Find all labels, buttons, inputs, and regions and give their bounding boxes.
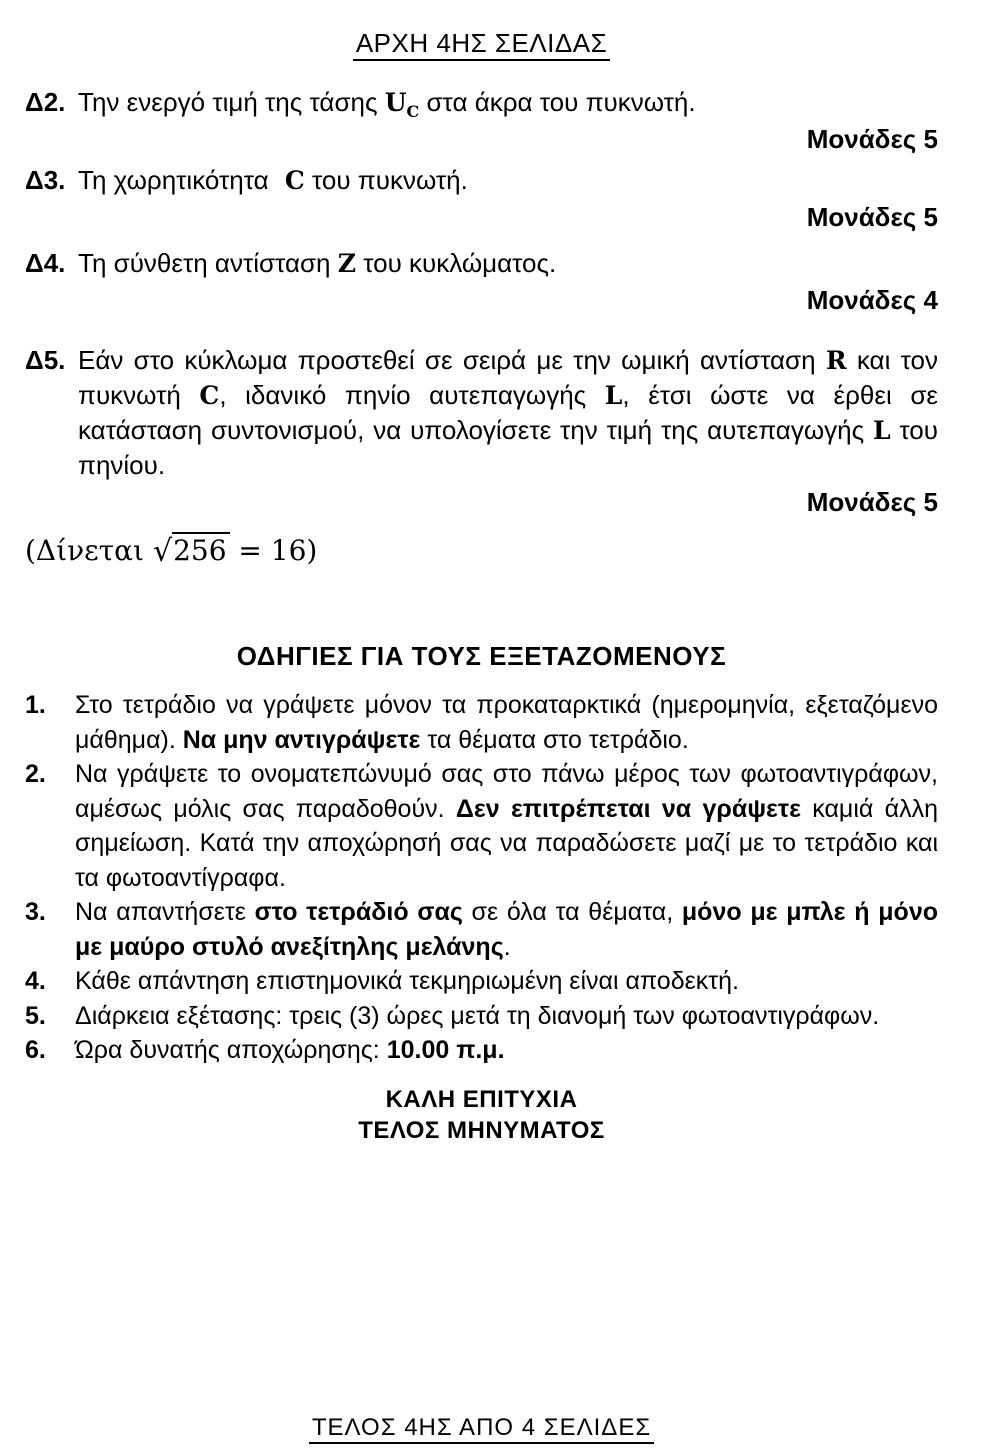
end-of-message-line: ΤΕΛΟΣ ΜΗΝΥΜΑΤΟΣ: [358, 1116, 605, 1144]
item-bold-run: στο τετράδιό σας: [254, 898, 463, 926]
item-text: [75, 688, 938, 757]
item-run: Να γράψετε το ονοματεπώνυμό σας στο πάνω μέρος των φωτοαντιγράφων, αμέσως μόλις σας παραδοθούν.: [75, 760, 938, 823]
question-d5-run: Εάν στο κύκλωμα προστεθεί σε σειρά με την ωμική αντίσταση: [78, 345, 826, 375]
impedance-symbol-z: Z: [337, 249, 356, 278]
capacitance-symbol-c: C: [199, 381, 220, 410]
item-number: 4.: [25, 967, 46, 995]
closing-lines: [25, 1084, 938, 1146]
given-prefix: (Δίνεται: [25, 534, 153, 567]
item-number: 3.: [25, 898, 46, 926]
instruction-item-4: [25, 964, 938, 999]
question-d3-label: Δ3.: [25, 165, 66, 195]
marks-d2: Μονάδες 5: [806, 124, 938, 154]
question-d4: [25, 246, 938, 281]
square-root-icon: √: [152, 534, 173, 569]
symbol-u-subscript: C: [406, 102, 420, 121]
instruction-item-2: [25, 757, 938, 895]
question-d3-post: του πυκνωτή.: [304, 165, 468, 195]
resistance-symbol-r: R: [825, 346, 847, 375]
question-d5-run: και τον πυκνωτή: [78, 345, 938, 410]
question-d2-post: στα άκρα του πυκνωτή.: [419, 87, 696, 117]
item-bold-run: Δεν επιτρέπεται να γράψετε: [455, 794, 801, 823]
instruction-item-6: [25, 1033, 938, 1068]
symbol-u: U: [384, 88, 407, 117]
radicand: 256: [172, 532, 229, 567]
marks-d4: Μονάδες 4: [806, 285, 938, 315]
item-number: 1.: [25, 691, 46, 719]
question-d3-text: [78, 163, 938, 198]
item-run: Στο τετράδιο να γράψετε μόνον τα προκαταρκτικά (ημερομηνία, εξεταζόμενο μάθημα).: [75, 691, 938, 754]
given-formula: [25, 531, 938, 571]
item-run: Να απαντήσετε: [75, 898, 255, 926]
marks-d5: Μονάδες 5: [806, 487, 938, 517]
marks-d3: Μονάδες 5: [806, 202, 938, 232]
item-text: [75, 1033, 938, 1068]
instruction-item-5: [25, 999, 938, 1034]
item-run: τα θέματα στο τετράδιο.: [420, 725, 689, 754]
item-number: 6.: [25, 1036, 46, 1064]
question-d4-text: [78, 246, 938, 281]
question-d5-run: , έτσι ώστε να έρθει σε κατάσταση συντονισμού, να υπολογίσετε την τιμή της αυτεπαγωγής: [78, 380, 938, 445]
page-footer-text: ΤΕΛΟΣ 4ΗΣ ΑΠΟ 4 ΣΕΛΙΔΕΣ: [309, 1414, 654, 1444]
question-d2-pre: Την ενεργό τιμή της τάσης: [78, 87, 385, 117]
question-d2: [25, 85, 938, 120]
question-d2-text: [78, 85, 938, 120]
item-run: σε όλα τα θέματα,: [462, 898, 682, 926]
question-d5-text: [78, 343, 938, 483]
item-bold-run: Να μην αντιγράψετε: [182, 725, 421, 754]
item-bold-run: μόνο με μπλε ή μόνο με μαύρο στυλό ανεξίτηλης μελάνης: [75, 898, 938, 961]
item-number: 2.: [25, 760, 46, 788]
instruction-item-1: [25, 688, 938, 757]
given-result: = 16): [229, 534, 318, 567]
question-d5-label: Δ5.: [25, 345, 66, 375]
instructions-list: [25, 688, 938, 1068]
question-d5-run: , ιδανικό πηνίο αυτεπαγωγής: [219, 380, 605, 410]
question-d3: [25, 163, 938, 198]
item-bold-run: 10.00 π.μ.: [386, 1036, 505, 1064]
item-text: [75, 999, 938, 1034]
item-text: [75, 964, 938, 999]
item-number: 5.: [25, 1001, 46, 1030]
questions-section: [25, 85, 938, 571]
item-run: .: [503, 932, 511, 961]
inductance-symbol-l: L: [604, 381, 623, 410]
question-d2-label: Δ2.: [25, 87, 66, 117]
page-header: [25, 28, 938, 58]
question-d5: [25, 343, 938, 483]
item-run: Κάθε απάντηση επιστημονικά τεκμηριωμένη είναι αποδεκτή.: [75, 967, 740, 995]
item-text: [75, 895, 938, 964]
question-d5-run: του πηνίου.: [78, 415, 938, 480]
instructions-title: ΟΔΗΓΙΕΣ ΓΙΑ ΤΟΥΣ ΕΞΕΤΑΖΟΜΕΝΟΥΣ: [236, 641, 727, 671]
voltage-symbol-uc: [384, 88, 420, 121]
item-run: Ώρα δυνατής αποχώρησης:: [75, 1036, 387, 1064]
question-d4-post: του κυκλώματος.: [355, 248, 557, 278]
page-header-text: ΑΡΧΗ 4ΗΣ ΣΕΛΙΔΑΣ: [353, 28, 610, 61]
capacitance-symbol-c: C: [284, 166, 305, 195]
page-footer: [25, 1414, 938, 1442]
item-run: Διάρκεια εξέτασης: τρεις (3) ώρες μετά τη διανομή των φωτοαντιγράφων.: [75, 1001, 880, 1030]
question-d4-pre: Τη σύνθετη αντίσταση: [78, 248, 338, 278]
instruction-item-3: [25, 895, 938, 964]
question-d4-label: Δ4.: [25, 248, 66, 278]
inductance-symbol-l: L: [872, 416, 891, 445]
good-luck-line: ΚΑΛΗ ΕΠΙΤΥΧΙΑ: [385, 1085, 578, 1113]
item-run: καμιά άλλη σημείωση. Κατά την αποχώρησή σας να παραδώσετε μαζί με το τετράδιο και τα φωτοαντίγραφα.: [75, 794, 938, 892]
item-text: [75, 757, 938, 895]
question-d3-pre: Τη χωρητικότητα: [78, 165, 276, 195]
